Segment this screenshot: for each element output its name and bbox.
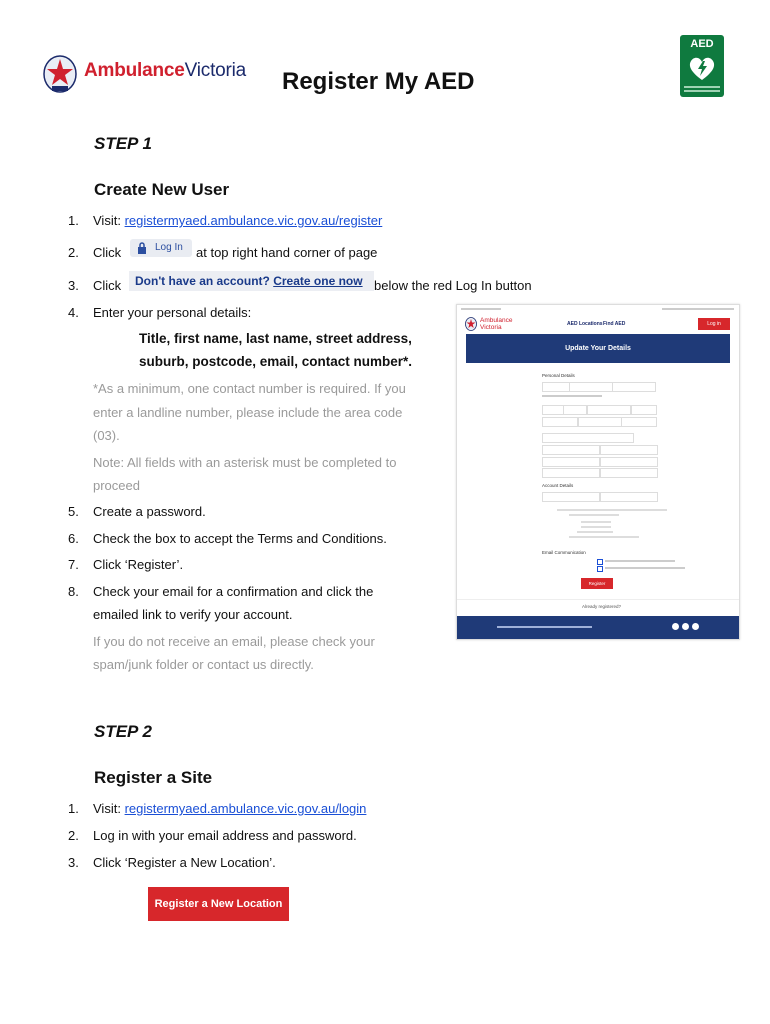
step1-item-5: Create a password. [93,504,206,519]
mini-login-button: Log in [698,318,730,330]
create-account-image: Don't have an account? Create one now [129,271,374,291]
step1-item-3-prefix: Click [93,278,122,293]
step1-item-8: Check your email for a confirmation and click the [93,584,374,599]
list-number: 2. [68,245,79,260]
mini-logo-icon [465,317,477,331]
login-button-image: Log In [130,239,192,257]
mini-nav-2: Find AED [603,321,626,327]
email-note-1: If you do not receive an email, please check your [93,634,375,649]
page-title: Register My AED [282,68,475,95]
step1-heading: Create New User [94,180,230,199]
mini-banner: Update Your Details [466,334,730,363]
step1-item-2-prefix: Click [93,245,122,260]
contact-note-2: enter a landline number, please include the area code [93,405,403,420]
register-new-location-button: Register a New Location [148,887,289,921]
mini-brand: Ambulance Victoria [480,317,513,331]
list-number: 4. [68,305,79,320]
step1-item-1: Visit: registermyaed.ambulance.vic.gov.au/register [93,213,383,228]
step1-label: STEP 1 [94,134,152,153]
list-number: 6. [68,531,79,546]
details-line-2: suburb, postcode, email, contact number*. [139,354,413,369]
step1-item-7: Click ‘Register’. [93,557,184,572]
register-link[interactable]: registermyaed.ambulance.vic.gov.au/register [124,213,383,228]
asterisk-note-2: proceed [93,478,140,493]
list-number: 3. [68,278,79,293]
asterisk-note-1: Note: All fields with an asterisk must be completed to [93,455,397,470]
step1-item-3-suffix: below the red Log In button [374,278,532,293]
details-line-1: Title, first name, last name, street address, [139,331,412,346]
ambulance-victoria-logo: AmbulanceVictoria [42,54,257,94]
mini-submit-button: Register [581,578,613,589]
email-note-2: spam/junk folder or contact us directly. [93,657,314,672]
step2-label: STEP 2 [94,722,152,741]
login-link[interactable]: registermyaed.ambulance.vic.gov.au/login [124,801,367,816]
aed-heart-icon [687,53,717,83]
registration-form-screenshot [456,304,740,640]
step2-item-1: Visit: registermyaed.ambulance.vic.gov.au/login [93,801,367,816]
mini-section-account: Account Details [542,483,574,488]
list-number: 5. [68,504,79,519]
step1-item-4: Enter your personal details: [93,305,252,320]
list-number: 1. [68,801,79,816]
list-number: 8. [68,584,79,599]
list-number: 2. [68,828,79,843]
step1-item-6: Check the box to accept the Terms and Conditions. [93,531,387,546]
contact-note-3: (03). [93,428,120,443]
list-number: 3. [68,855,79,870]
aed-badge: AED [680,35,724,97]
lock-icon [137,242,147,254]
mini-nav-1: AED Locations [567,321,603,327]
step1-item-2-suffix: at top right hand corner of page [196,245,378,260]
step2-heading: Register a Site [94,768,213,787]
step2-item-3: Click ‘Register a New Location’. [93,855,276,870]
list-number: 1. [68,213,79,228]
contact-note-1: *As a minimum, one contact number is required. If you [93,381,406,396]
step1-item-8-cont: emailed link to verify your account. [93,607,293,622]
mini-footer-link: Already registered? [582,604,622,609]
list-number: 7. [68,557,79,572]
ambulance-star-icon [42,54,78,94]
mini-section-personal: Personal Details [542,373,575,378]
mini-section-email: Email Communication [542,550,586,555]
step2-item-2: Log in with your email address and password. [93,828,357,843]
